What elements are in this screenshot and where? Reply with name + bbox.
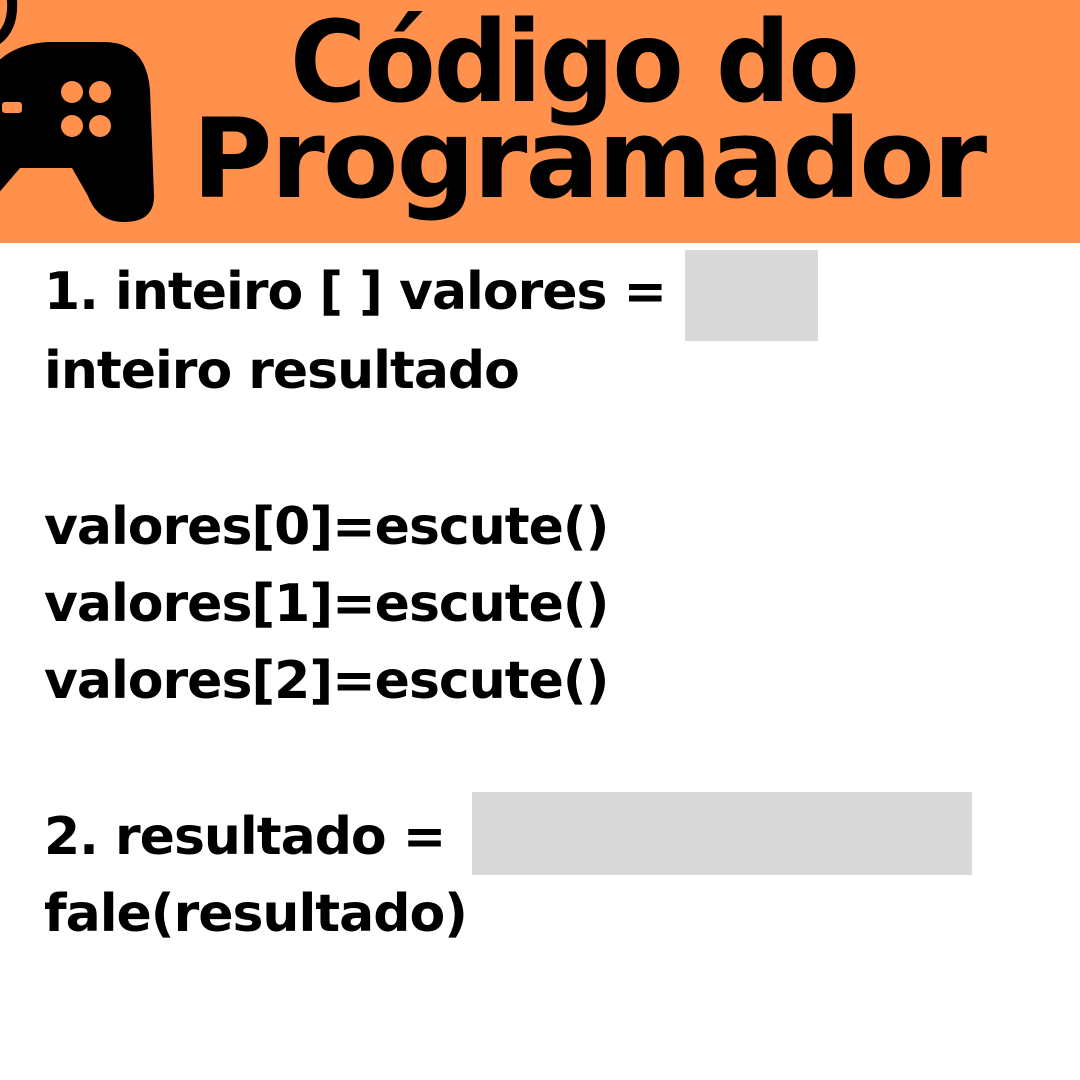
game-controller-icon: [0, 0, 170, 243]
code-line-1: 1. inteiro [ ] valores =: [44, 262, 667, 322]
answer-blank-1[interactable]: [685, 250, 818, 341]
code-line-5: valores[2]=escute(): [44, 651, 609, 711]
code-line-7: fale(resultado): [44, 884, 467, 944]
answer-blank-2[interactable]: [472, 792, 972, 875]
header-banner: [0, 0, 1080, 243]
page-title-line-1: Código do: [290, 0, 858, 129]
page-title-line-2: Programador: [192, 95, 986, 223]
code-line-2: inteiro resultado: [44, 341, 519, 401]
code-line-3: valores[0]=escute(): [44, 497, 609, 557]
code-line-4: valores[1]=escute(): [44, 574, 609, 634]
code-line-6: 2. resultado =: [44, 807, 446, 867]
